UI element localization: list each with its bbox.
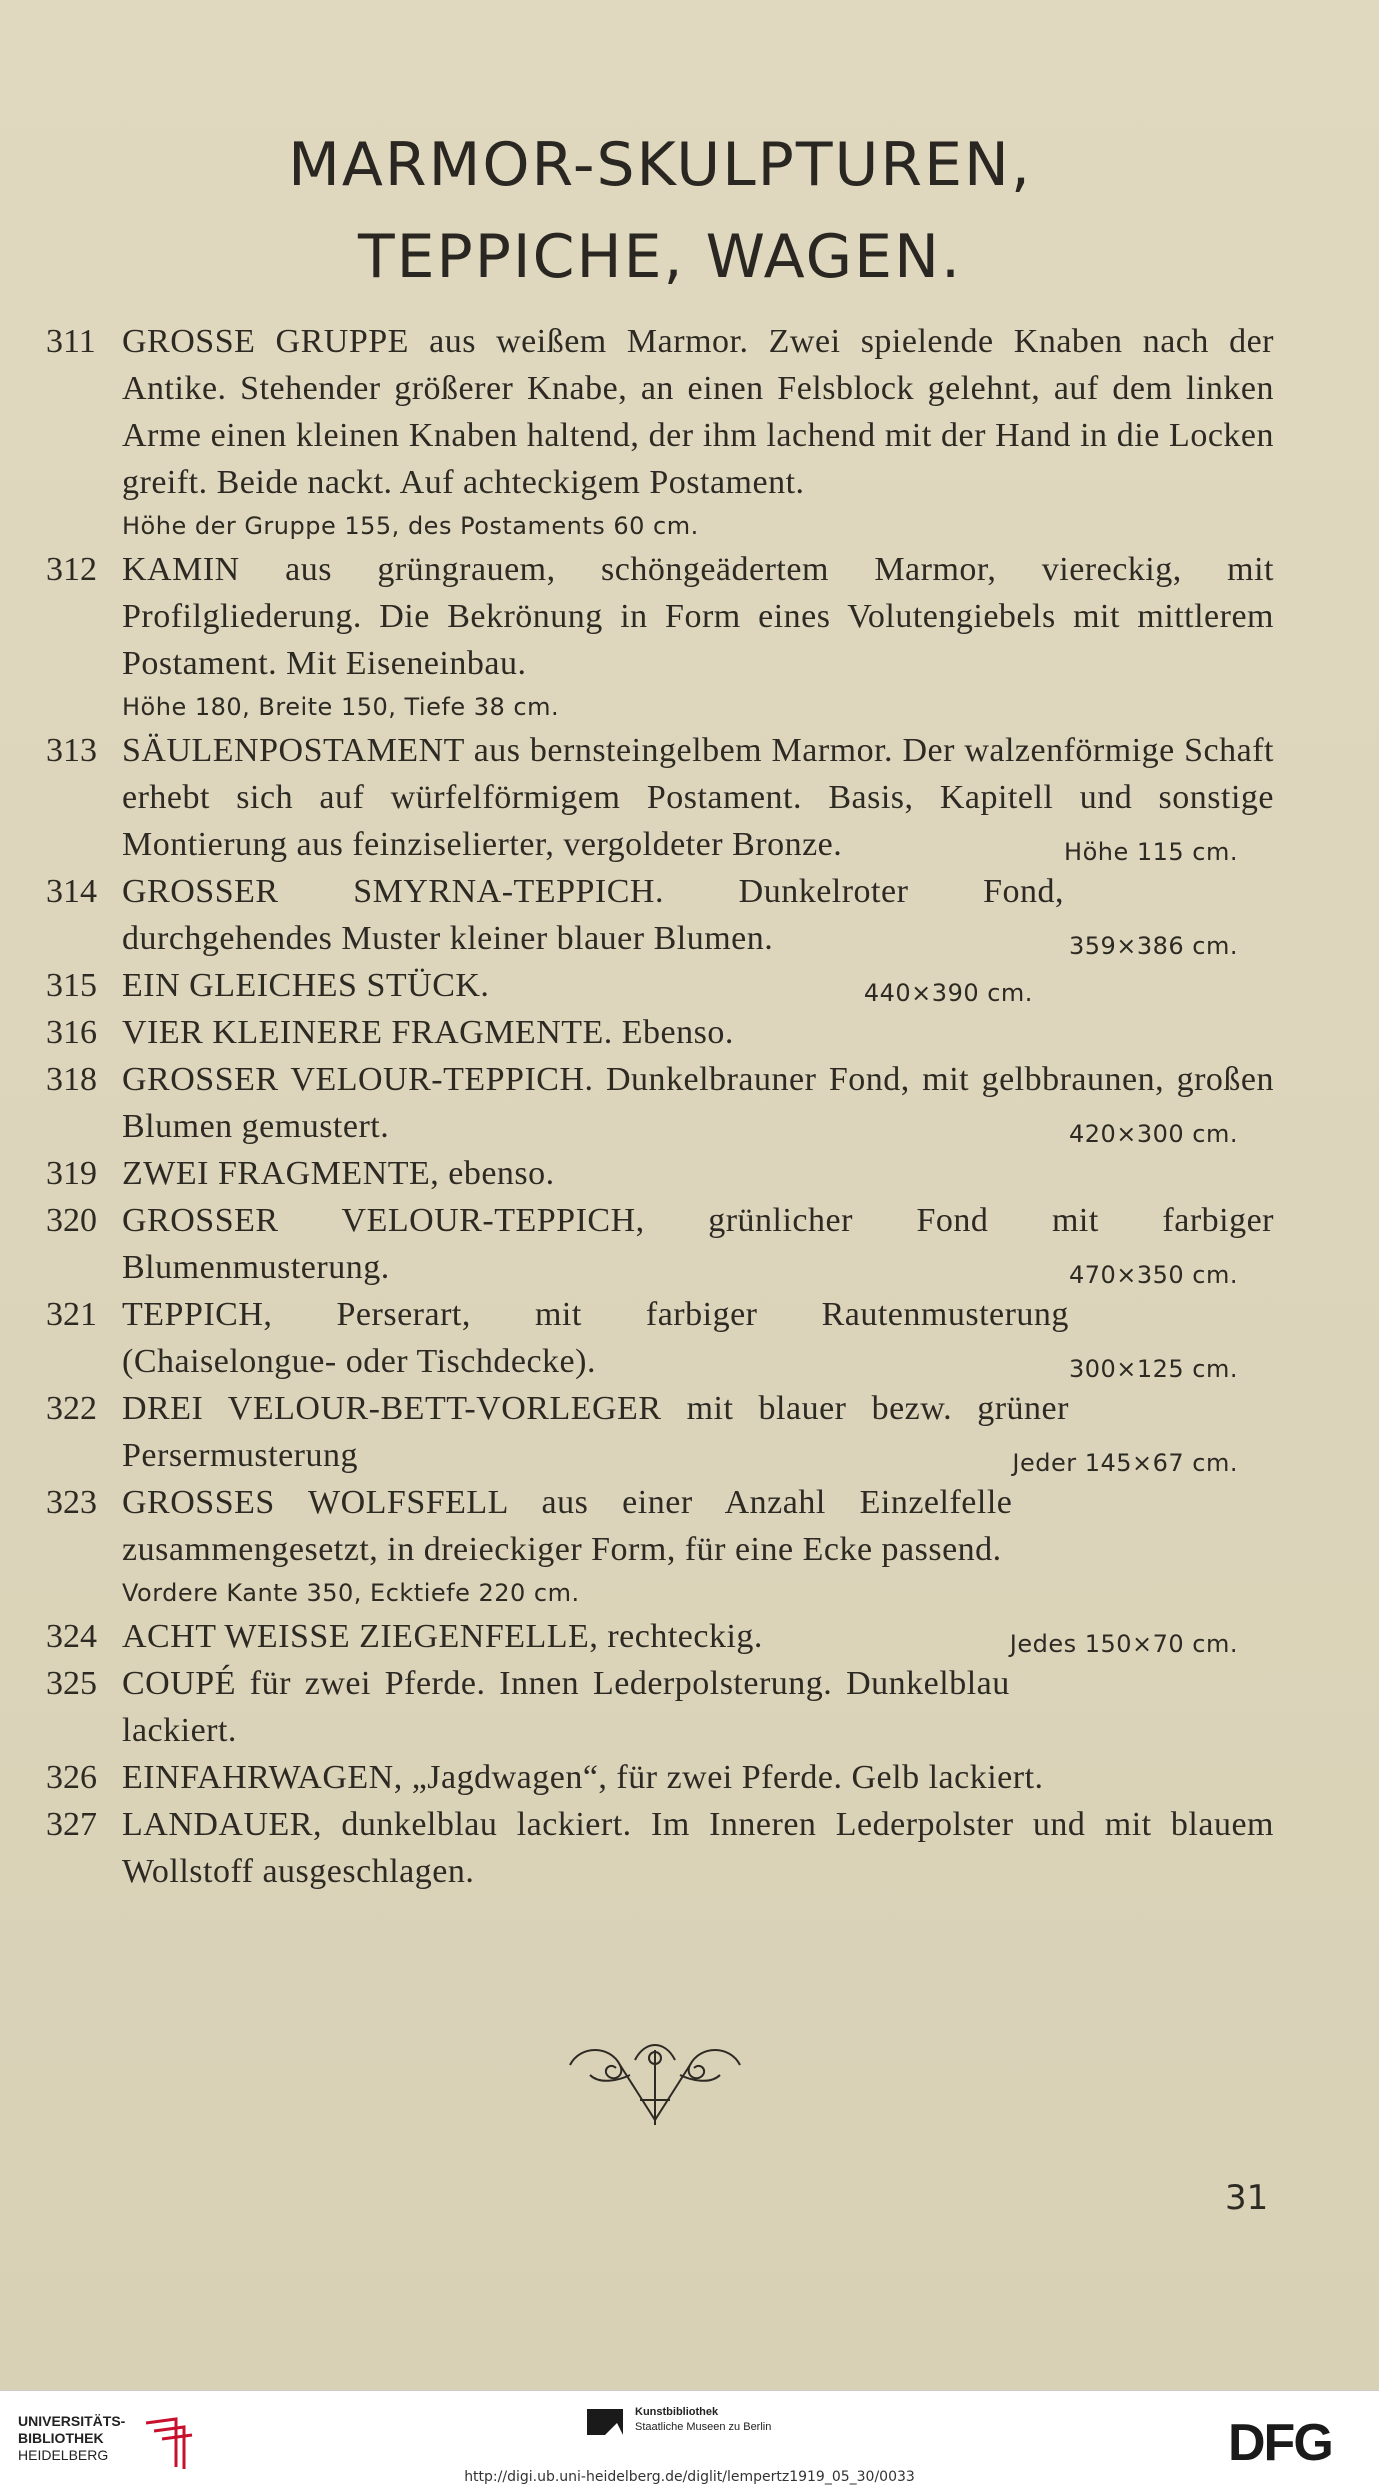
- entry-number: 311: [46, 323, 96, 360]
- catalog-entry: [0, 318, 1379, 546]
- entry-text: SÄULENPOSTAMENT aus bernsteingelbem Marmor. Der walzenförmige Schaft erhebt sich auf würfelförmigem Postament. Basis, Kapitell und sonstige Montierung aus feinziselierter, vergoldeter Bronze. Höhe 115 cm.: [122, 727, 1274, 868]
- entry-measurement: Jeder 145×67 cm.: [1012, 1449, 1238, 1477]
- entry-text: LANDAUER, dunkelblau lackiert. Im Inneren Lederpolster und mit blauem Wollstoff ausgeschlagen.: [122, 1806, 1274, 1890]
- entry-number: 319: [46, 1155, 97, 1192]
- entry-measurement: 420×300 cm.: [1068, 1120, 1238, 1148]
- dfg-logo[interactable]: DFG: [1228, 2414, 1332, 2472]
- entry-text: ZWEI FRAGMENTE, ebenso.: [122, 1155, 555, 1192]
- entry-measurement: Höhe der Gruppe 155, des Postaments 60 cm.: [122, 512, 699, 540]
- ub-heidelberg-logo[interactable]: [18, 2413, 198, 2473]
- catalog-entry: [0, 1009, 1379, 1056]
- entry-number: 314: [46, 873, 97, 910]
- entry-number: 324: [46, 1618, 97, 1655]
- entry-number: 327: [46, 1806, 97, 1843]
- entry-number: 325: [46, 1665, 97, 1702]
- entry-text: DREI VELOUR-BETT-VORLEGER mit blauer bezw. grüner Persermusterung Jeder 145×67 cm.: [122, 1385, 1274, 1479]
- entry-number: 322: [46, 1390, 97, 1427]
- catalog-entry: [0, 1660, 1379, 1754]
- entry-number: 313: [46, 732, 97, 769]
- entry-text: KAMIN aus grüngrauem, schöngeädertem Marmor, viereckig, mit Profilgliederung. Die Bekrönung in Form eines Volutengiebels mit mittlerem Postament. Mit Eiseneinbau. Höhe 180, Breite 150, Tiefe 38 cm.: [122, 546, 1274, 727]
- decorative-ornament-icon: [560, 2030, 750, 2130]
- entry-text: EINFAHRWAGEN, „Jagdwagen“, für zwei Pferde. Gelb lackiert.: [122, 1759, 1044, 1796]
- entry-measurement: Höhe 180, Breite 150, Tiefe 38 cm.: [122, 693, 560, 721]
- catalog-entry: [0, 1801, 1379, 1895]
- entry-text: VIER KLEINERE FRAGMENTE. Ebenso.: [122, 1014, 734, 1051]
- catalog-entry: [0, 1479, 1379, 1613]
- entry-measurement: Vordere Kante 350, Ecktiefe 220 cm.: [122, 1579, 580, 1607]
- entry-measurement: 300×125 cm.: [1068, 1355, 1238, 1383]
- entry-number: 312: [46, 551, 97, 588]
- entry-measurement: Jedes 150×70 cm.: [1009, 1630, 1238, 1658]
- catalog-entry: [0, 727, 1379, 868]
- entry-measurement: 470×350 cm.: [1068, 1261, 1238, 1289]
- catalog-entries: [0, 318, 1379, 1895]
- entry-text: TEPPICH, Perserart, mit farbiger Rautenmusterung (Chaiselongue- oder Tischdecke). 300×125 cm.: [122, 1291, 1274, 1385]
- entry-text: ACHT WEISSE ZIEGENFELLE, rechteckig. Jedes 150×70 cm.: [122, 1613, 1274, 1660]
- entry-number: 316: [46, 1014, 97, 1051]
- footer-bar: [0, 2390, 1379, 2490]
- entry-number: 318: [46, 1061, 97, 1098]
- ub-heidelberg-mark-icon: [140, 2415, 200, 2473]
- entry-number: 321: [46, 1296, 97, 1333]
- kunstbibliothek-logo[interactable]: [585, 2403, 772, 2448]
- entry-number: 323: [46, 1484, 97, 1521]
- page-title-line-1: MARMOR-SKULPTUREN,: [288, 130, 1032, 200]
- catalog-entry: [0, 1754, 1379, 1801]
- catalog-entry: [0, 1385, 1379, 1479]
- catalog-entry: [0, 868, 1379, 962]
- page-title-line-2: TEPPICHE, WAGEN.: [357, 222, 963, 292]
- entry-text: GROSSER VELOUR-TEPPICH. Dunkelbrauner Fond, mit gelbbraunen, großen Blumen gemustert. 420×300 cm.: [122, 1056, 1274, 1150]
- entry-text: GROSSES WOLFSFELL aus einer Anzahl Einzelfelle zusammengesetzt, in dreieckiger Form, für eine Ecke passend. Vordere Kante 350, Ecktiefe 220 cm.: [122, 1479, 1274, 1613]
- catalog-entry: [0, 1291, 1379, 1385]
- catalog-entry: [0, 1613, 1379, 1660]
- ub-logo-text: UNIVERSITÄTS- BIBLIOTHEK HEIDELBERG: [18, 2413, 126, 2463]
- entry-text: COUPÉ für zwei Pferde. Innen Lederpolsterung. Dunkelblau lackiert.: [122, 1665, 1010, 1749]
- entry-number: 326: [46, 1759, 97, 1796]
- entry-measurement: 440×390 cm.: [863, 979, 1033, 1007]
- catalog-entry: [0, 546, 1379, 727]
- kunstbibliothek-text: Kunstbibliothek Staatliche Museen zu Berlin: [635, 2406, 772, 2433]
- catalog-entry: [0, 1197, 1379, 1291]
- entry-text: GROSSE GRUPPE aus weißem Marmor. Zwei spielende Knaben nach der Antike. Stehender größerer Knabe, an einen Felsblock gelehnt, auf dem linken Arme einen kleinen Knaben haltend, der ihm lachend mit der Hand in die Locken greift. Beide nackt. Auf achteckigem Postament. Höhe der Gruppe 155, des Postaments 60 cm.: [122, 318, 1274, 546]
- catalog-entry: [0, 962, 1379, 1009]
- entry-measurement: 359×386 cm.: [1068, 932, 1238, 960]
- catalog-entry: [0, 1056, 1379, 1150]
- entry-measurement-inline: Höhe 115 cm.: [1064, 838, 1238, 866]
- entry-text: GROSSER VELOUR-TEPPICH, grünlicher Fond mit farbiger Blumenmusterung. 470×350 cm.: [122, 1197, 1274, 1291]
- entry-number: 315: [46, 967, 97, 1004]
- entry-text: EIN GLEICHES STÜCK. 440×390 cm.: [122, 962, 1274, 1009]
- kunstbibliothek-mark-icon: [585, 2403, 625, 2443]
- entry-number: 320: [46, 1202, 97, 1239]
- entry-text: GROSSER SMYRNA-TEPPICH. Dunkelroter Fond, durchgehendes Muster kleiner blauer Blumen. 359×386 cm.: [122, 868, 1274, 962]
- catalog-entry: [0, 1150, 1379, 1197]
- source-url-link[interactable]: http://digi.ub.uni-heidelberg.de/diglit/lempertz1919_05_30/0033: [464, 2469, 915, 2485]
- page-number: 31: [1225, 2178, 1269, 2218]
